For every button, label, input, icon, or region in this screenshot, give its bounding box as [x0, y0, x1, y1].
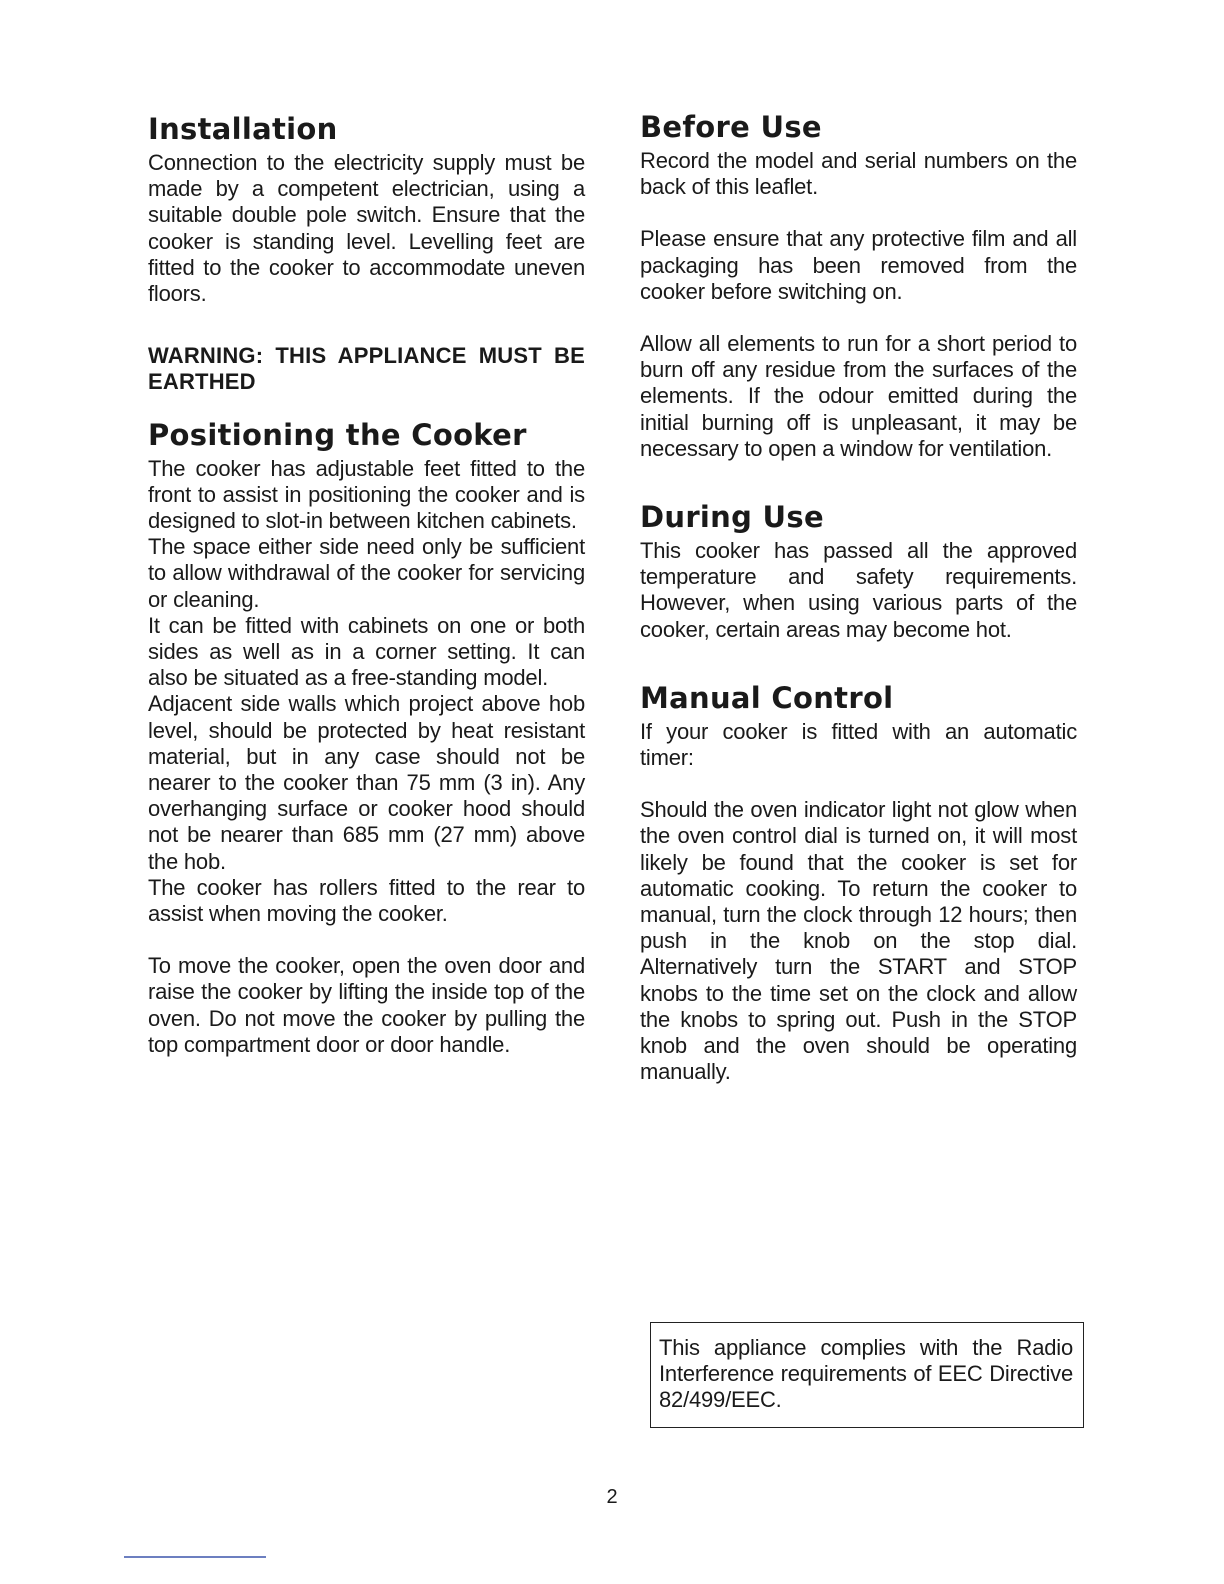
positioning-para-4: Adjacent side walls which project above hob level, should be protected by heat resistant material, but in any case should not be nearer to the cooker than 75 mm (3 in). Any overhanging surface or cooker hood should not be nearer than 685 mm (27 mm) above the hob.: [148, 691, 585, 874]
positioning-heading: Positioning the Cooker: [148, 417, 527, 452]
page-number: 2: [606, 1486, 618, 1508]
before-use-para-1: Record the model and serial numbers on the back of this leaflet.: [640, 148, 1077, 200]
manual-control-para-2: Should the oven indicator light not glow when the oven control dial is turned on, it will most likely be found that the cooker is set for automatic cooking. To return the cooker to manual, turn the clock through 12 hours; then push in the knob on the stop dial. Alternatively turn the START and STOP knobs to the time set on the clock and allow the knobs to spring out. Push in the STOP knob and the oven should be operating manually.: [640, 797, 1077, 1085]
positioning-section: [148, 416, 585, 1058]
before-use-section: [640, 108, 1077, 462]
positioning-para-3: It can be fitted with cabinets on one or both sides as well as in a corner setting. It can also be situated as a free-standing model.: [148, 612, 585, 691]
manual-control-heading: Manual Control: [640, 680, 894, 715]
during-use-section: [640, 498, 1077, 643]
installation-heading: Installation: [148, 112, 338, 146]
bottom-rule-line: [124, 1556, 266, 1558]
compliance-notice-text: This appliance complies with the Radio Interference requirements of EEC Directive 82/499/EEC.: [659, 1335, 1073, 1412]
positioning-para-2: The space either side need only be sufficient to allow withdrawal of the cooker for servicing or cleaning.: [148, 534, 585, 612]
manual-control-section: [640, 679, 1077, 1086]
before-use-para-3: Allow all elements to run for a short period to burn off any residue from the surfaces of the elements. If the odour emitted during the initial burning off is unpleasant, it may be necessary to open a window for ventilation.: [640, 331, 1077, 461]
manual-control-para-1: If your cooker is fitted with an automatic timer:: [640, 718, 1077, 771]
before-use-para-2: Please ensure that any protective film and all packaging has been removed from the cooker before switching on.: [640, 226, 1077, 304]
earthing-warning: WARNING: THIS APPLIANCE MUST BE EARTHED: [148, 343, 585, 395]
during-use-para-1: This cooker has passed all the approved temperature and safety requirements. However, when using various parts of the cooker, certain areas may become hot.: [640, 538, 1077, 642]
installation-section: [148, 110, 585, 307]
positioning-para-5: The cooker has rollers fitted to the rear to assist when moving the cooker.: [148, 874, 585, 927]
installation-body: Connection to the electricity supply must be made by a competent electrician, using a suitable double pole switch. Ensure that the cooker is standing level. Levelling feet are fitted to the cooker to accommodate uneven floors.: [148, 150, 585, 307]
compliance-notice-box: [650, 1322, 1084, 1428]
positioning-para-1: The cooker has adjustable feet fitted to the front to assist in positioning the cooker and is designed to slot-in between kitchen cabinets.: [148, 455, 585, 534]
left-column: [148, 110, 585, 1058]
right-column: [640, 108, 1077, 1085]
before-use-heading: Before Use: [640, 110, 822, 144]
during-use-heading: During Use: [640, 500, 824, 535]
positioning-para-6: To move the cooker, open the oven door and raise the cooker by lifting the inside top of the oven. Do not move the cooker by pulling the top compartment door or door handle.: [148, 953, 585, 1057]
